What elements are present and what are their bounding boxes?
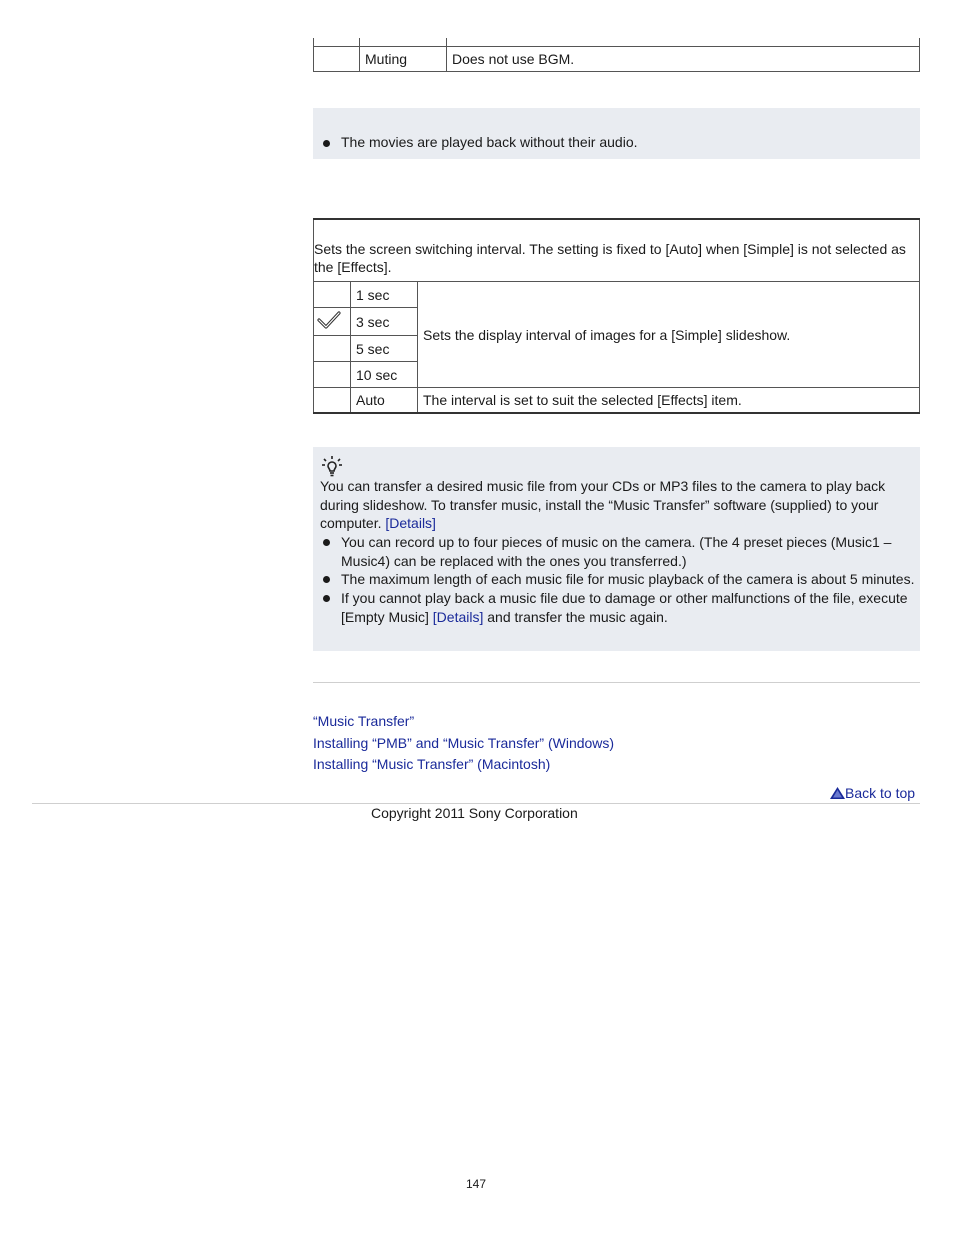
list-item xyxy=(320,589,917,626)
interval-table xyxy=(313,218,920,414)
back-to-top-link[interactable] xyxy=(830,785,915,801)
bgm-table xyxy=(313,46,920,72)
hint-intro-text: You can transfer a desired music file from your CDs or MP3 files to the camera to play back during slideshow. To transfer music, install the “Music Transfer” software (supplied) to your computer. xyxy=(320,478,886,532)
up-triangle-icon xyxy=(830,787,845,799)
icon-cell xyxy=(314,336,351,362)
interval-description-text: Sets the screen switching interval. The setting is fixed to [Auto] when [Simple] is not selected as the [Effects]. xyxy=(314,241,906,275)
option-label: Auto xyxy=(351,388,418,413)
list-item-text: and transfer the music again. xyxy=(487,608,668,625)
hint-intro xyxy=(320,477,910,533)
table-row xyxy=(314,282,920,308)
back-to-top-label: Back to top xyxy=(845,785,916,801)
related-link-music-transfer[interactable]: “Music Transfer” xyxy=(313,713,415,729)
hint-bullets xyxy=(320,533,917,627)
related-links xyxy=(313,711,614,776)
lightbulb-icon xyxy=(321,455,343,477)
option-label: 10 sec xyxy=(351,362,418,388)
list-item xyxy=(320,570,917,589)
related-link-install-windows[interactable]: Installing “PMB” and “Music Transfer” (Windows) xyxy=(313,734,615,751)
option-label: Muting xyxy=(360,47,447,72)
icon-cell xyxy=(314,47,360,72)
option-label: 1 sec xyxy=(351,282,418,308)
interval-description xyxy=(314,219,920,282)
table-row xyxy=(314,47,920,72)
option-label: 3 sec xyxy=(351,308,418,336)
muting-note-box xyxy=(313,108,920,159)
table-row xyxy=(314,388,920,413)
details-link[interactable]: [Details] xyxy=(385,515,436,532)
icon-cell xyxy=(314,282,351,308)
option-description: The interval is set to suit the selected [Effects] item. xyxy=(418,388,920,413)
footer-divider xyxy=(32,803,920,804)
list-item-text: If you cannot play back a music file due to damage or other malfunctions of the file, execute [Empty Music] xyxy=(341,590,908,625)
checkmark-icon xyxy=(317,310,341,330)
note-text: The movies are played back without their audio. xyxy=(341,134,638,150)
page-number: 147 xyxy=(466,1177,487,1191)
table-row xyxy=(314,219,920,282)
section-divider xyxy=(313,682,920,683)
list-item xyxy=(320,134,921,150)
details-link[interactable]: [Details] xyxy=(432,608,484,625)
bgm-table-top-stubs xyxy=(313,38,920,46)
option-label: 5 sec xyxy=(351,336,418,362)
hint-box xyxy=(313,447,920,651)
icon-cell xyxy=(314,388,351,413)
icon-cell xyxy=(314,362,351,388)
related-link-install-macintosh[interactable]: Installing “Music Transfer” (Macintosh) xyxy=(313,756,551,772)
icon-cell xyxy=(314,308,351,336)
group-description: Sets the display interval of images for a [Simple] slideshow. xyxy=(418,282,920,388)
option-description: Does not use BGM. xyxy=(447,47,920,72)
list-item xyxy=(320,533,917,570)
list-item-text: The maximum length of each music file for music playback of the camera is about 5 minutes. xyxy=(341,571,915,588)
list-item-text: You can record up to four pieces of music on the camera. (The 4 preset pieces (Music1 – Music4) can be replaced with the ones you transferred.) xyxy=(341,534,892,569)
copyright: Copyright 2011 Sony Corporation xyxy=(371,805,578,821)
